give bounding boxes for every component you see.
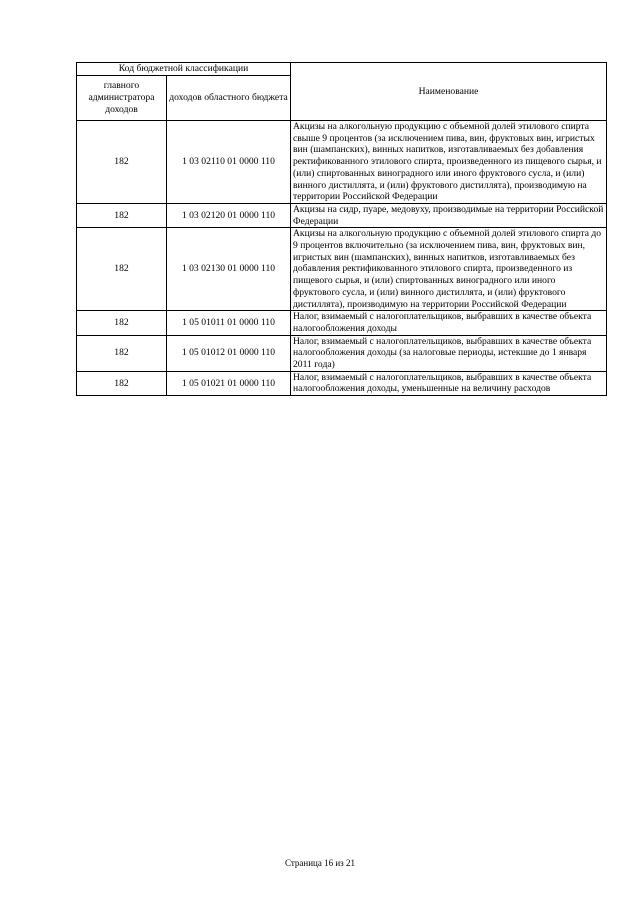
header-name: Наименование xyxy=(291,63,607,121)
table-row xyxy=(77,371,607,395)
income-name-cell: Акцизы на алкогольную продукцию с объемной долей этилового спирта до 9 процентов включительно (за исключением пива, вин, фруктовых вин, игристых вин (шампанских), винных напитков, изготавливаемых без добавления ректификованного этилового спирта, произведенного из пищевого сырья, и (или) спиртованных виноградного или иного фруктового сусла, и (или) винного дистиллята, и (или) фруктового дистиллята), производимую на территории Российской Федерации xyxy=(291,228,607,311)
header-chief-administrator: главного администратора доходов xyxy=(77,76,167,121)
income-name-cell: Акцизы на сидр, пуаре, медовуху, производимые на территории Российской Федерации xyxy=(291,203,607,227)
income-name-cell: Налог, взимаемый с налогоплательщиков, выбравших в качестве объекта налогообложения доходы, уменьшенные на величину расходов xyxy=(291,371,607,395)
admin-code-cell: 182 xyxy=(77,335,167,371)
income-name-cell: Налог, взимаемый с налогоплательщиков, выбравших в качестве объекта налогообложения доходы (за налоговые периоды, истекшие до 1 января 2011 года) xyxy=(291,335,607,371)
admin-code-cell: 182 xyxy=(77,311,167,335)
income-code-cell: 1 05 01011 01 0000 110 xyxy=(167,311,291,335)
income-name-cell: Акцизы на алкогольную продукцию с объемной долей этилового спирта свыше 9 процентов (за исключением пива, вин, фруктовых вин, игристых вин (шампанских), винных напитков, изготавливаемых без добавления ректификованного этилового спирта, произведенного из пищевого сырья, и (или) спиртованных виноградного или иного фруктового сусла, и (или) винного дистиллята, и (или) фруктового дистиллята), производимую на территории Российской Федерации xyxy=(291,121,607,204)
table-row xyxy=(77,335,607,371)
header-budget-classification-code: Код бюджетной классификации xyxy=(77,63,291,76)
page-number: Страница 16 из 21 xyxy=(285,858,355,868)
budget-classification-table xyxy=(76,62,607,396)
income-code-cell: 1 05 01021 01 0000 110 xyxy=(167,371,291,395)
income-code-cell: 1 03 02110 01 0000 110 xyxy=(167,121,291,204)
admin-code-cell: 182 xyxy=(77,121,167,204)
header-regional-budget-income: доходов областного бюджета xyxy=(167,76,291,121)
table-row xyxy=(77,203,607,227)
admin-code-cell: 182 xyxy=(77,203,167,227)
table-row xyxy=(77,121,607,204)
table-row xyxy=(77,228,607,311)
income-code-cell: 1 03 02130 01 0000 110 xyxy=(167,228,291,311)
admin-code-cell: 182 xyxy=(77,371,167,395)
income-code-cell: 1 05 01012 01 0000 110 xyxy=(167,335,291,371)
income-code-cell: 1 03 02120 01 0000 110 xyxy=(167,203,291,227)
income-name-cell: Налог, взимаемый с налогоплательщиков, выбравших в качестве объекта налогообложения доходы xyxy=(291,311,607,335)
admin-code-cell: 182 xyxy=(77,228,167,311)
table-row xyxy=(77,311,607,335)
